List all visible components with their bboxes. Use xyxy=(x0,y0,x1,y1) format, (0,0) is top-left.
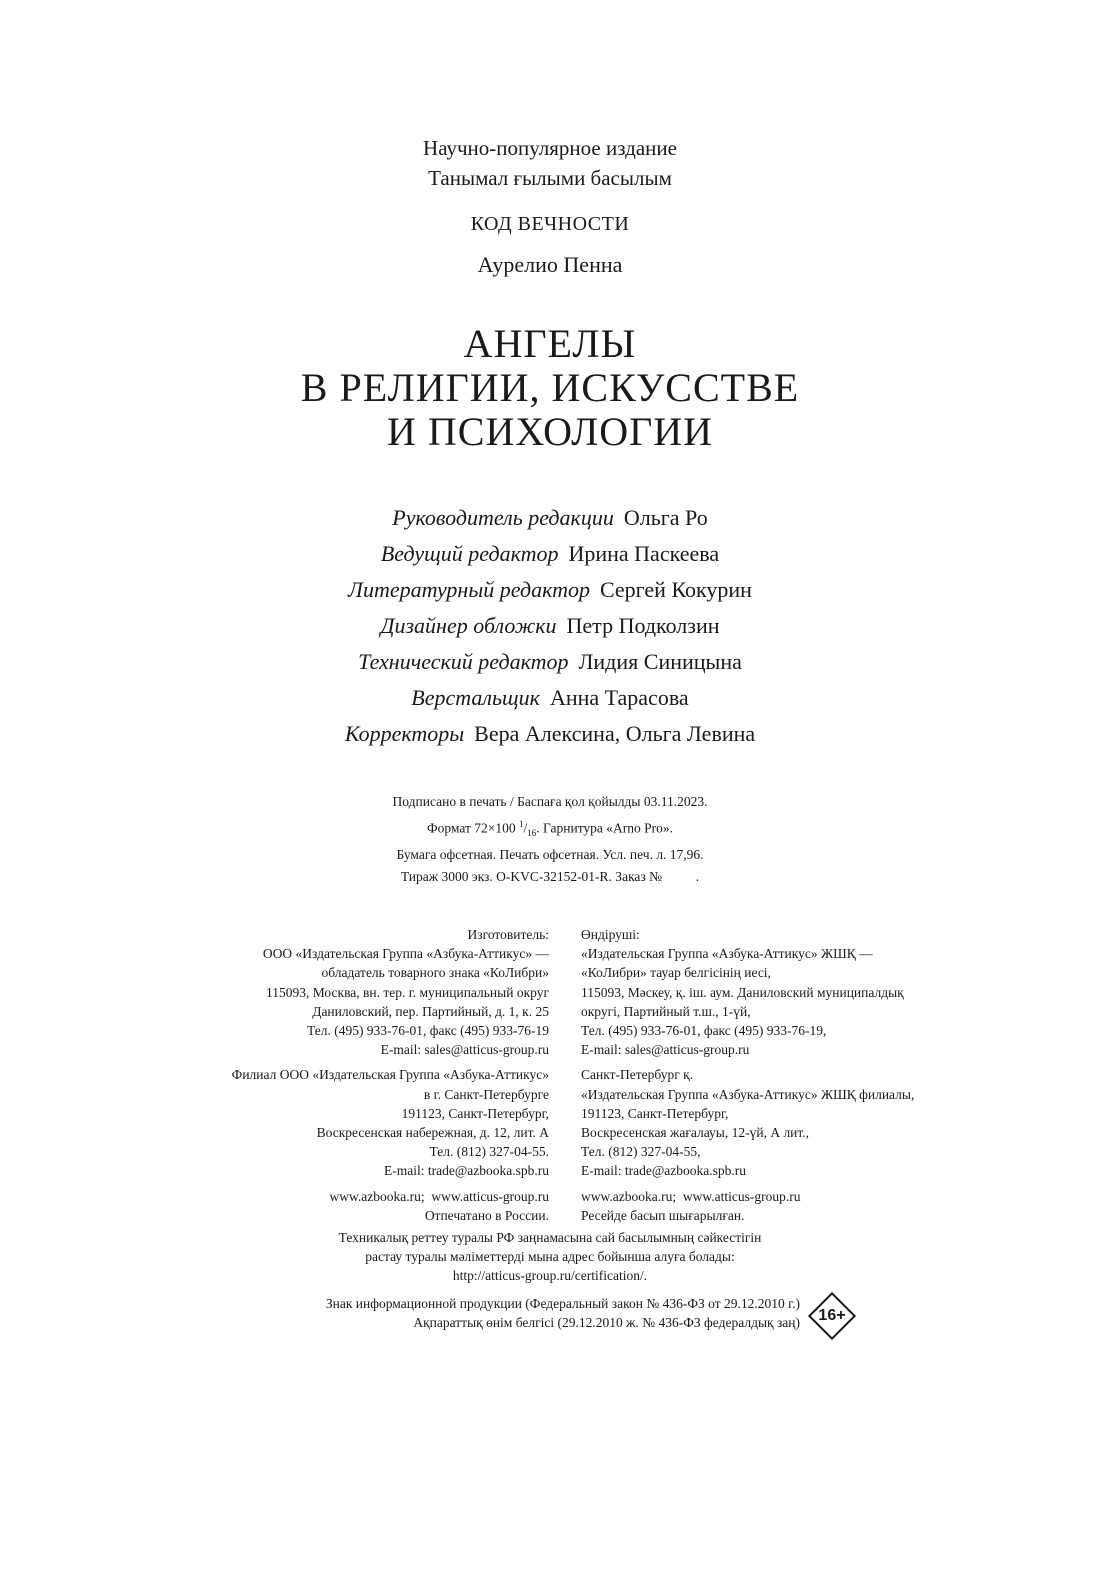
credits-list xyxy=(0,500,1100,752)
web-block-ru: www.azbooka.ru; www.atticus-group.ru Отпечатано в России. xyxy=(232,1187,549,1225)
age-sign-ru: Знак информационной продукции (Федеральный закон № 436-ФЗ от 29.12.2010 г.) xyxy=(325,1296,800,1311)
maker-block-ru: Изготовитель: ООО «Издательская Группа «Азбука-Аттикус» — обладатель товарного знака «КоЛибри» 115093, Москва, вн. тер. г. муниципальный округ Даниловский, пер. Партийный, д. 1, к. 25 Тел. (495) 933-76-01, факс (495) 933-76-19 E-mail: sales@atticus-group.ru xyxy=(232,925,549,1059)
genre-ru: Научно-популярное издание xyxy=(423,136,677,160)
age-rating-badge xyxy=(808,1292,856,1340)
credit-person: Вера Алексина, Ольга Левина xyxy=(474,721,756,746)
credit-role: Технический редактор xyxy=(358,649,569,674)
imprint-block xyxy=(0,791,1100,888)
credit-row xyxy=(0,644,1100,680)
age-rating-label: 16+ xyxy=(818,1307,846,1324)
credit-person: Ирина Паскеева xyxy=(568,541,720,566)
credit-row xyxy=(0,608,1100,644)
certification-note: Техникалық реттеу туралы РФ заңнамасына сай басылымның сәйкестігін растау туралы мәліметтерді мына адрес бойынша алуға болады: http://atticus-group.ru/certification/. xyxy=(0,1228,1100,1285)
credit-role: Дизайнер обложки xyxy=(380,613,557,638)
publisher-info-ru xyxy=(232,925,549,1231)
series-name: КОД ВЕЧНОСТИ xyxy=(470,213,630,235)
email-text: E-mail: sales@atticus-group.ru xyxy=(581,1042,750,1058)
imprint-signed: Подписано в печать / Баспаға қол қойылды 03.11.2023. xyxy=(392,794,708,809)
credit-person: Ольга Ро xyxy=(623,505,708,530)
age-sign-kz: Ақпараттық өнім белгісі (29.12.2010 ж. № 436-ФЗ федералдық заң) xyxy=(413,1315,800,1330)
branch-block-ru: Филиал ООО «Издательская Группа «Азбука-Аттикус» в г. Санкт-Петербурге 191123, Санкт-Петербург, Воскресенская набережная, д. 12, лит. А Тел. (812) 327-04-55. E-mail: trade@azbooka.spb.ru xyxy=(232,1065,549,1180)
imprint-paper: Бумага офсетная. Печать офсетная. Усл. печ. л. 17,96. xyxy=(396,847,704,863)
credit-person: Петр Подколзин xyxy=(566,613,720,638)
branch-block-kz: Санкт-Петербург қ. «Издательская Группа «Азбука-Аттикус» ЖШҚ филиалы, 191123, Санкт-Петербург, Воскресенская жағалауы, 12-үй, А лит., Тел. (812) 327-04-55, E-mail: trade@azbooka.spb.ru xyxy=(581,1065,914,1180)
email-text: E-mail: sales@atticus-group.ru xyxy=(380,1042,549,1058)
age-sign-text xyxy=(0,1294,800,1332)
credit-row xyxy=(0,572,1100,608)
credit-row xyxy=(0,536,1100,572)
certification-url: http://atticus-group.ru/certification/. xyxy=(452,1268,648,1283)
web-block-kz: www.azbooka.ru; www.atticus-group.ru Ресейде басып шығарылған. xyxy=(581,1187,914,1225)
genre-kz: Танымал ғылыми басылым xyxy=(428,166,672,190)
credit-role: Корректоры xyxy=(344,721,465,746)
credit-row xyxy=(0,680,1100,716)
title-line-3: И ПСИХОЛОГИИ xyxy=(386,409,713,454)
website-text: www.azbooka.ru; www.atticus-group.ru xyxy=(329,1188,549,1204)
credit-role: Руководитель редакции xyxy=(392,505,614,530)
credit-row xyxy=(0,716,1100,752)
publisher-info-kz xyxy=(581,925,914,1231)
title-line-1: АНГЕЛЫ xyxy=(463,321,637,366)
credit-row xyxy=(0,500,1100,536)
maker-block-kz: Өндіруші: «Издательская Группа «Азбука-Аттикус» ЖШҚ — «КоЛибри» тауар белгісінің иесі, 115093, Мәскеу, қ. іш. аум. Даниловский муниципалдық округі, Партийный т.ш., 1-үй, Тел. (495) 933-76-01, факс (495) 933-76-19, E-mail: sales@atticus-group.ru xyxy=(581,925,914,1059)
imprint-format: Формат 72×100 $^1/_{16}$. Гарнитура «Arno Pro». xyxy=(426,819,674,839)
website-text: www.azbooka.ru; www.atticus-group.ru xyxy=(581,1188,801,1204)
title-line-2: В РЕЛИГИИ, ИСКУССТВЕ xyxy=(300,365,800,410)
credit-role: Литературный редактор xyxy=(348,577,590,602)
email-text: E-mail: trade@azbooka.spb.ru xyxy=(384,1163,549,1179)
author-name: Аурелио Пенна xyxy=(477,252,623,277)
credit-role: Верстальщик xyxy=(411,685,540,710)
imprint-run: Тираж 3000 экз. O-KVC-32152-01-R. Заказ № . xyxy=(400,869,700,885)
credit-person: Лидия Синицына xyxy=(578,649,742,674)
credit-role: Ведущий редактор xyxy=(380,541,559,566)
credit-person: Сергей Кокурин xyxy=(599,577,752,602)
genre-block xyxy=(0,133,1100,193)
email-text: E-mail: trade@azbooka.spb.ru xyxy=(581,1163,746,1179)
credit-person: Анна Тарасова xyxy=(549,685,689,710)
book-title xyxy=(0,322,1100,454)
